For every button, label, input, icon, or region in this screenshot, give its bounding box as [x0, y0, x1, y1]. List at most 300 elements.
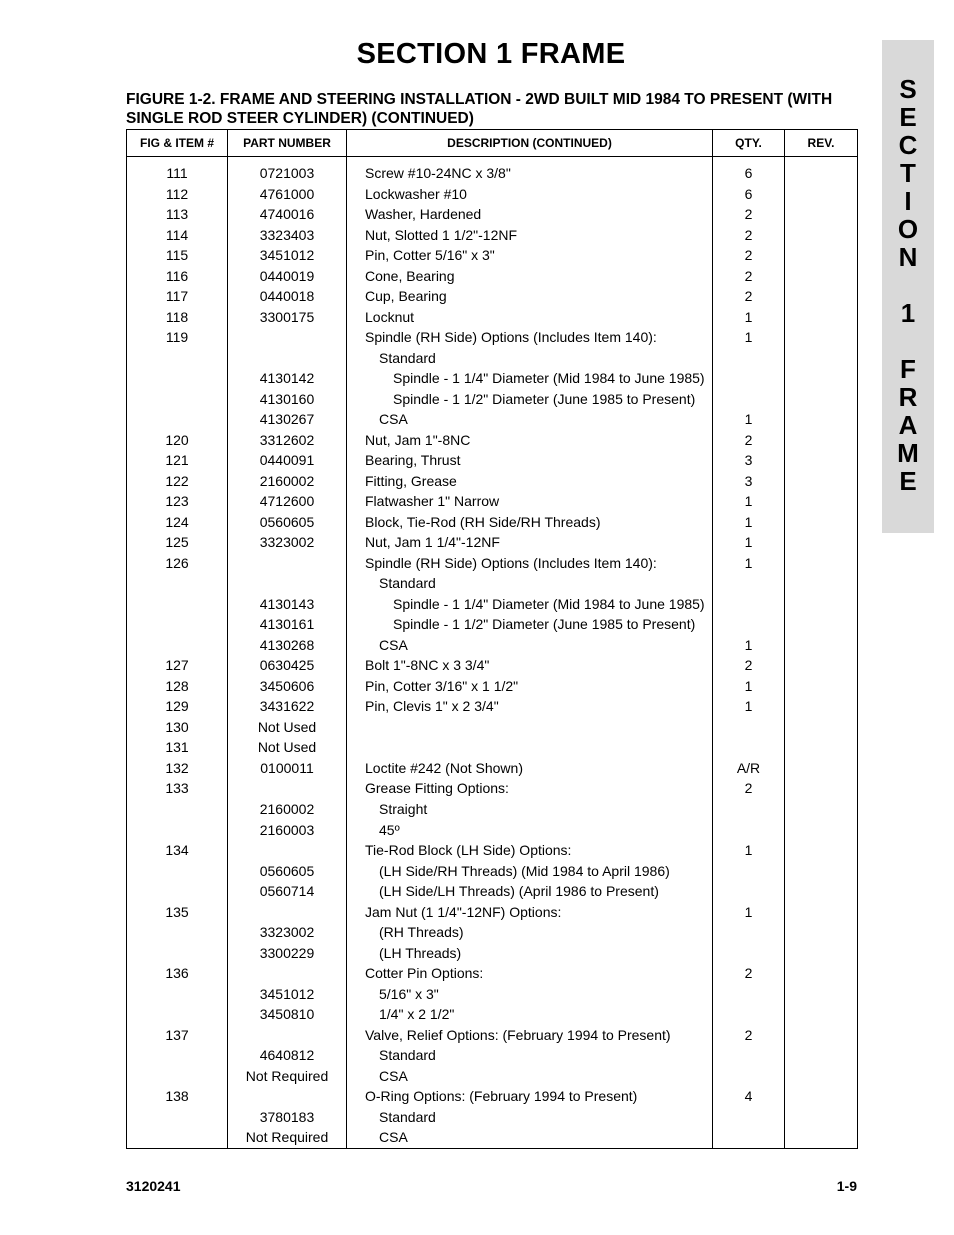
- part-number-cell: Not Required: [228, 1066, 347, 1087]
- section-tab-letter: 1: [900, 298, 916, 328]
- description-cell: [347, 902, 713, 923]
- fig-item-cell: 135: [127, 902, 228, 923]
- fig-item-cell: 124: [127, 512, 228, 533]
- fig-item-cell: 113: [127, 204, 228, 225]
- table-row: [127, 635, 858, 656]
- fig-item-cell: 130: [127, 717, 228, 738]
- description-text: Screw #10-24NC x 3/8": [365, 165, 511, 181]
- qty-cell: 2: [713, 266, 785, 287]
- fig-item-cell: 129: [127, 696, 228, 717]
- table-row: [127, 963, 858, 984]
- qty-cell: 1: [713, 696, 785, 717]
- section-tab-letter: I: [904, 186, 912, 216]
- table-row: [127, 861, 858, 882]
- part-number-cell: 4130142: [228, 368, 347, 389]
- part-number-cell: 0100011: [228, 758, 347, 779]
- fig-item-cell: [127, 1045, 228, 1066]
- qty-cell: 2: [713, 655, 785, 676]
- table-row: [127, 245, 858, 266]
- qty-cell: 1: [713, 553, 785, 574]
- rev-cell: [785, 840, 858, 861]
- page-title: SECTION 1 FRAME: [356, 38, 626, 70]
- description-text: Spindle - 1 1/4" Diameter (Mid 1984 to June 1985): [393, 370, 705, 387]
- description-text: CSA: [379, 1067, 408, 1084]
- part-number-cell: 3312602: [228, 430, 347, 451]
- fig-item-cell: 126: [127, 553, 228, 574]
- rev-cell: [785, 471, 858, 492]
- description-text: Nut, Jam 1"-8NC: [365, 431, 471, 448]
- table-row: [127, 389, 858, 410]
- description-cell: [347, 573, 713, 594]
- description-text: Pin, Cotter 3/16" x 1 1/2": [365, 677, 519, 694]
- qty-cell: 4: [713, 1086, 785, 1107]
- table-row: [127, 737, 858, 758]
- qty-cell: [713, 1066, 785, 1087]
- qty-cell: 1: [713, 635, 785, 656]
- description-text: Standard: [379, 1108, 436, 1125]
- header-qty: QTY.: [713, 130, 785, 157]
- qty-cell: 2: [713, 204, 785, 225]
- part-number-cell: [228, 840, 347, 861]
- qty-cell: [713, 1127, 785, 1148]
- qty-cell: [713, 943, 785, 964]
- qty-cell: 1: [713, 840, 785, 861]
- part-number-cell: Not Used: [228, 717, 347, 738]
- rev-cell: [785, 861, 858, 882]
- table-row: [127, 307, 858, 328]
- section-tab-letter: A: [898, 410, 918, 440]
- header-part-number: PART NUMBER: [228, 130, 347, 157]
- qty-cell: [713, 348, 785, 369]
- description-cell: [347, 327, 713, 348]
- description-cell: [347, 922, 713, 943]
- page-number: 1-9: [836, 1178, 857, 1194]
- description-text: Tie-Rod Block (LH Side) Options:: [365, 842, 572, 859]
- fig-item-cell: 131: [127, 737, 228, 758]
- fig-item-cell: 118: [127, 307, 228, 328]
- rev-cell: [785, 655, 858, 676]
- table-row: [127, 1066, 858, 1087]
- description-cell: [347, 594, 713, 615]
- figure-caption-line-2: SINGLE ROD STEER CYLINDER) (CONTINUED): [126, 110, 474, 127]
- filler-cell: [347, 1148, 713, 1149]
- fig-item-cell: 123: [127, 491, 228, 512]
- description-cell: [347, 450, 713, 471]
- description-text: Block, Tie-Rod (RH Side/RH Threads): [365, 513, 601, 530]
- section-tab: [882, 40, 934, 533]
- fig-item-cell: [127, 573, 228, 594]
- section-tab-letter: T: [900, 158, 916, 188]
- table-row: [127, 820, 858, 841]
- table-row: [127, 204, 858, 225]
- description-text: Flatwasher 1" Narrow: [365, 493, 500, 510]
- part-number-cell: 2160002: [228, 799, 347, 820]
- part-number-cell: 0440018: [228, 286, 347, 307]
- qty-cell: [713, 1045, 785, 1066]
- part-number-cell: 3451012: [228, 984, 347, 1005]
- part-number-cell: [228, 778, 347, 799]
- part-number-cell: [228, 573, 347, 594]
- rev-cell: [785, 184, 858, 205]
- part-number-cell: [228, 1086, 347, 1107]
- part-number-cell: 0560605: [228, 861, 347, 882]
- qty-cell: A/R: [713, 758, 785, 779]
- fig-item-cell: 112: [127, 184, 228, 205]
- part-number-cell: 4130267: [228, 409, 347, 430]
- table-row: [127, 943, 858, 964]
- description-text: 5/16" x 3": [379, 985, 439, 1002]
- qty-cell: 2: [713, 1025, 785, 1046]
- description-text: Standard: [379, 349, 436, 366]
- description-cell: [347, 430, 713, 451]
- fig-item-cell: 111: [127, 163, 228, 184]
- part-number-cell: 3323002: [228, 532, 347, 553]
- part-number-cell: Not Used: [228, 737, 347, 758]
- qty-cell: [713, 1107, 785, 1128]
- description-cell: [347, 820, 713, 841]
- qty-cell: 2: [713, 963, 785, 984]
- fig-item-cell: [127, 799, 228, 820]
- table-row: [127, 286, 858, 307]
- fig-item-cell: 133: [127, 778, 228, 799]
- description-cell: [347, 676, 713, 697]
- rev-cell: [785, 225, 858, 246]
- description-text: 1/4" x 2 1/2": [379, 1006, 455, 1023]
- description-cell: [347, 717, 713, 738]
- part-number-cell: 3323002: [228, 922, 347, 943]
- part-number-cell: 2160003: [228, 820, 347, 841]
- qty-cell: 3: [713, 471, 785, 492]
- description-text: Cotter Pin Options:: [365, 965, 484, 982]
- description-text: Jam Nut (1 1/4"-12NF) Options:: [365, 903, 562, 920]
- table-row: [127, 553, 858, 574]
- description-cell: [347, 881, 713, 902]
- fig-item-cell: 116: [127, 266, 228, 287]
- table-row: [127, 655, 858, 676]
- part-number-cell: [228, 553, 347, 574]
- table-row: [127, 450, 858, 471]
- qty-cell: 1: [713, 491, 785, 512]
- qty-cell: [713, 368, 785, 389]
- description-text: Cone, Bearing: [365, 267, 455, 284]
- qty-cell: 1: [713, 532, 785, 553]
- fig-item-cell: [127, 984, 228, 1005]
- part-number-cell: 3451012: [228, 245, 347, 266]
- description-text: Cup, Bearing: [365, 288, 447, 305]
- fig-item-cell: [127, 348, 228, 369]
- rev-cell: [785, 902, 858, 923]
- description-text: Fitting, Grease: [365, 472, 457, 489]
- rev-cell: [785, 409, 858, 430]
- description-text: Locknut: [365, 308, 415, 325]
- description-cell: [347, 861, 713, 882]
- section-tab-letter: M: [897, 438, 919, 468]
- table-row: [127, 758, 858, 779]
- table-row: [127, 778, 858, 799]
- fig-item-cell: [127, 368, 228, 389]
- rev-cell: [785, 307, 858, 328]
- rev-cell: [785, 635, 858, 656]
- qty-cell: 1: [713, 902, 785, 923]
- description-cell: [347, 635, 713, 656]
- description-text: Lockwasher #10: [365, 185, 467, 202]
- qty-cell: [713, 573, 785, 594]
- description-text: Pin, Cotter 5/16" x 3": [365, 247, 495, 264]
- description-cell: [347, 1107, 713, 1128]
- fig-item-cell: 121: [127, 450, 228, 471]
- rev-cell: [785, 881, 858, 902]
- rev-cell: [785, 389, 858, 410]
- table-row: [127, 512, 858, 533]
- fig-item-cell: 127: [127, 655, 228, 676]
- part-number-cell: [228, 902, 347, 923]
- part-number-cell: 3431622: [228, 696, 347, 717]
- table-row: [127, 430, 858, 451]
- table-row: [127, 1025, 858, 1046]
- rev-cell: [785, 450, 858, 471]
- description-cell: [347, 491, 713, 512]
- description-cell: [347, 799, 713, 820]
- filler-cell: [127, 1148, 228, 1149]
- qty-cell: [713, 389, 785, 410]
- description-cell: [347, 1004, 713, 1025]
- fig-item-cell: 119: [127, 327, 228, 348]
- rev-cell: [785, 491, 858, 512]
- rev-cell: [785, 943, 858, 964]
- rev-cell: [785, 368, 858, 389]
- description-text: Spindle (RH Side) Options (Includes Item 140):: [365, 554, 657, 571]
- description-cell: [347, 204, 713, 225]
- description-text: Valve, Relief Options: (February 1994 to Present): [365, 1026, 671, 1043]
- rev-cell: [785, 512, 858, 533]
- table-row: [127, 799, 858, 820]
- part-number-cell: 4640812: [228, 1045, 347, 1066]
- part-number-cell: 0630425: [228, 655, 347, 676]
- description-text: (LH Threads): [379, 944, 462, 961]
- table-row: [127, 676, 858, 697]
- description-cell: [347, 696, 713, 717]
- fig-item-cell: [127, 1127, 228, 1148]
- qty-cell: [713, 737, 785, 758]
- description-cell: [347, 553, 713, 574]
- fig-item-cell: 132: [127, 758, 228, 779]
- fig-item-cell: [127, 1066, 228, 1087]
- table-row: [127, 409, 858, 430]
- rev-cell: [785, 799, 858, 820]
- rev-cell: [785, 348, 858, 369]
- description-cell: [347, 184, 713, 205]
- part-number-cell: 4740016: [228, 204, 347, 225]
- description-text: 45º: [379, 821, 400, 838]
- qty-cell: 1: [713, 409, 785, 430]
- description-cell: [347, 307, 713, 328]
- description-cell: [347, 368, 713, 389]
- description-text: O-Ring Options: (February 1994 to Present): [365, 1088, 638, 1105]
- rev-cell: [785, 553, 858, 574]
- section-tab-letter: E: [899, 102, 917, 132]
- rev-cell: [785, 286, 858, 307]
- qty-cell: [713, 1004, 785, 1025]
- fig-item-cell: [127, 1107, 228, 1128]
- description-cell: [347, 1066, 713, 1087]
- table-row: [127, 327, 858, 348]
- table-row: [127, 881, 858, 902]
- table-row: [127, 348, 858, 369]
- description-text: Spindle - 1 1/2" Diameter (June 1985 to Present): [393, 390, 696, 407]
- description-text: Loctite #242 (Not Shown): [365, 759, 523, 776]
- qty-cell: 1: [713, 676, 785, 697]
- rev-cell: [785, 696, 858, 717]
- description-cell: [347, 614, 713, 635]
- fig-item-cell: [127, 881, 228, 902]
- part-number-cell: 4761000: [228, 184, 347, 205]
- qty-cell: [713, 922, 785, 943]
- description-cell: [347, 840, 713, 861]
- part-number-cell: [228, 327, 347, 348]
- description-text: CSA: [379, 636, 408, 653]
- description-cell: [347, 471, 713, 492]
- fig-item-cell: 122: [127, 471, 228, 492]
- section-tab-letter: N: [898, 242, 918, 272]
- part-number-cell: 4130268: [228, 635, 347, 656]
- rev-cell: [785, 676, 858, 697]
- document-number: 3120241: [126, 1178, 181, 1194]
- table-row: [127, 184, 858, 205]
- description-cell: [347, 512, 713, 533]
- rev-cell: [785, 820, 858, 841]
- table-row: [127, 984, 858, 1005]
- description-text: (LH Side/LH Threads) (April 1986 to Present): [379, 883, 659, 900]
- fig-item-cell: [127, 820, 228, 841]
- fig-item-cell: 134: [127, 840, 228, 861]
- table-row: [127, 1107, 858, 1128]
- filler-cell: [228, 1148, 347, 1149]
- description-cell: [347, 1025, 713, 1046]
- part-number-cell: [228, 1025, 347, 1046]
- fig-item-cell: [127, 409, 228, 430]
- qty-cell: 6: [713, 184, 785, 205]
- qty-cell: [713, 820, 785, 841]
- description-text: Grease Fitting Options:: [365, 780, 509, 797]
- part-number-cell: 3300175: [228, 307, 347, 328]
- fig-item-cell: 120: [127, 430, 228, 451]
- fig-item-cell: [127, 635, 228, 656]
- qty-cell: [713, 861, 785, 882]
- rev-cell: [785, 327, 858, 348]
- description-text: CSA: [379, 411, 408, 428]
- part-number-cell: 4130143: [228, 594, 347, 615]
- part-number-cell: 0560714: [228, 881, 347, 902]
- parts-table: [126, 129, 858, 1149]
- table-row: [127, 840, 858, 861]
- description-text: Nut, Slotted 1 1/2"-12NF: [365, 226, 518, 243]
- fig-item-cell: 128: [127, 676, 228, 697]
- fig-item-cell: 117: [127, 286, 228, 307]
- description-text: Spindle - 1 1/4" Diameter (Mid 1984 to June 1985): [393, 595, 705, 612]
- qty-cell: 1: [713, 307, 785, 328]
- part-number-cell: 0440091: [228, 450, 347, 471]
- description-cell: [347, 348, 713, 369]
- rev-cell: [785, 984, 858, 1005]
- rev-cell: [785, 717, 858, 738]
- part-number-cell: 3323403: [228, 225, 347, 246]
- part-number-cell: 0560605: [228, 512, 347, 533]
- part-number-cell: Not Required: [228, 1127, 347, 1148]
- section-tab-letter: E: [899, 466, 917, 496]
- part-number-cell: 3450810: [228, 1004, 347, 1025]
- filler-cell: [785, 1148, 858, 1149]
- fig-item-cell: 125: [127, 532, 228, 553]
- rev-cell: [785, 778, 858, 799]
- description-text: Straight: [379, 800, 428, 817]
- table-row: [127, 1127, 858, 1148]
- qty-cell: [713, 594, 785, 615]
- rev-cell: [785, 963, 858, 984]
- qty-cell: [713, 881, 785, 902]
- fig-item-cell: [127, 594, 228, 615]
- description-text: Spindle - 1 1/2" Diameter (June 1985 to Present): [393, 616, 696, 633]
- description-text: (RH Threads): [379, 924, 464, 941]
- qty-cell: [713, 984, 785, 1005]
- rev-cell: [785, 922, 858, 943]
- description-text: Washer, Hardened: [365, 206, 482, 223]
- qty-cell: [713, 799, 785, 820]
- description-cell: [347, 963, 713, 984]
- fig-item-cell: 114: [127, 225, 228, 246]
- fig-item-cell: [127, 922, 228, 943]
- rev-cell: [785, 430, 858, 451]
- header-rev: REV.: [785, 130, 858, 157]
- fig-item-cell: [127, 389, 228, 410]
- description-text: Standard: [379, 1047, 436, 1064]
- description-cell: [347, 1086, 713, 1107]
- table-row: [127, 163, 858, 184]
- table-row: [127, 717, 858, 738]
- rev-cell: [785, 758, 858, 779]
- part-number-cell: [228, 963, 347, 984]
- description-text: Nut, Jam 1 1/4"-12NF: [365, 534, 500, 551]
- fig-item-cell: 138: [127, 1086, 228, 1107]
- description-cell: [347, 163, 713, 184]
- part-number-cell: 4130160: [228, 389, 347, 410]
- qty-cell: 2: [713, 225, 785, 246]
- description-cell: [347, 266, 713, 287]
- header-fig-item: FIG & ITEM #: [127, 130, 228, 157]
- table-row: [127, 532, 858, 553]
- description-text: Bearing, Thrust: [365, 452, 461, 469]
- part-number-cell: 3300229: [228, 943, 347, 964]
- rev-cell: [785, 1127, 858, 1148]
- rev-cell: [785, 1066, 858, 1087]
- section-tab-letter: O: [897, 214, 919, 244]
- description-cell: [347, 245, 713, 266]
- table-row: [127, 1045, 858, 1066]
- table-row: [127, 491, 858, 512]
- fig-item-cell: [127, 943, 228, 964]
- table-row: [127, 1086, 858, 1107]
- rev-cell: [785, 1025, 858, 1046]
- rev-cell: [785, 266, 858, 287]
- part-number-cell: 2160002: [228, 471, 347, 492]
- table-row: [127, 614, 858, 635]
- description-cell: [347, 286, 713, 307]
- description-cell: [347, 389, 713, 410]
- qty-cell: 2: [713, 430, 785, 451]
- description-cell: [347, 758, 713, 779]
- rev-cell: [785, 1045, 858, 1066]
- description-cell: [347, 532, 713, 553]
- section-tab-letter: F: [900, 354, 916, 384]
